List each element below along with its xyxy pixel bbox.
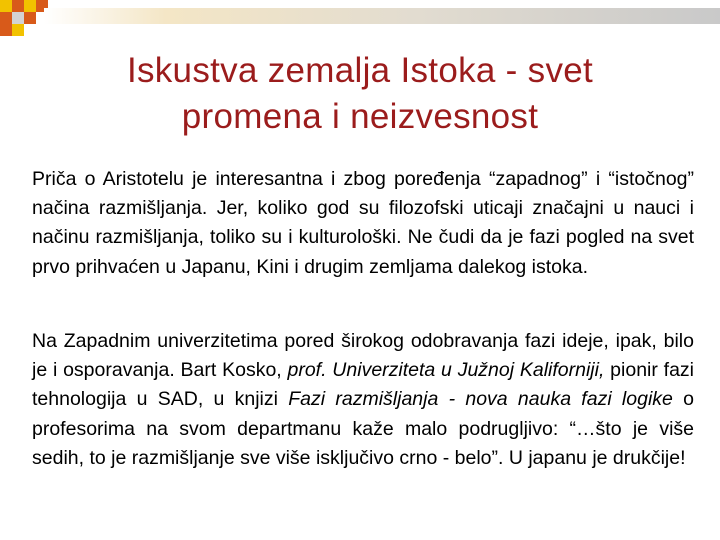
paragraph-2-part1: Na Zapadnim univerzitetima pored širokog odobravanja fazi ideje, ipak, bilo je i osporavanja. Bart Kosko, (32, 330, 694, 382)
decor-square-grey (12, 12, 24, 24)
decor-square-yellow (0, 0, 12, 12)
top-gradient-band (44, 8, 720, 24)
decor-square-orange (0, 24, 12, 36)
decor-square-orange (12, 0, 24, 12)
slide-title-line1: Iskustva zemalja Istoka - svet (126, 51, 594, 90)
paragraph-2-part5: o profesorima na svom departmanu kaže malo podrugljivo: “…što je više sedih, to je razmišljanje sve više isključivo crno - belo”. U japanu je drukčije! (32, 388, 695, 469)
paragraph-2 (32, 327, 694, 473)
slide-title (40, 48, 680, 140)
paragraph-1: Priča o Aristotelu je interesantna i zbog poređenja “zapadnog” i “istočnog” načina razmišljanja. Jer, koliko god su filozofski uticaji značajni u nauci i načinu razmišljanja, toliko su i kulturološki. Ne čudi da je fazi pogled na svet prvo prihvaćen u Japanu, Kini i drugim zemljama dalekog istoka. (32, 168, 694, 278)
slide-title-line2: promena i neizvesnost (181, 97, 539, 136)
decor-square-orange (0, 12, 12, 24)
paragraph-2-italic-book-title: Fazi razmišljanja - nova nauka fazi logike (288, 388, 673, 411)
paragraph-2-italic-affiliation: prof. Univerziteta u Južnoj Kaliforniji, (287, 359, 605, 382)
paragraph-2-part3: pionir fazi tehnologija u SAD, u knjizi (32, 359, 695, 411)
decor-square-orange (24, 12, 36, 24)
decor-square-yellow (24, 0, 36, 12)
decor-square-yellow (12, 24, 24, 36)
